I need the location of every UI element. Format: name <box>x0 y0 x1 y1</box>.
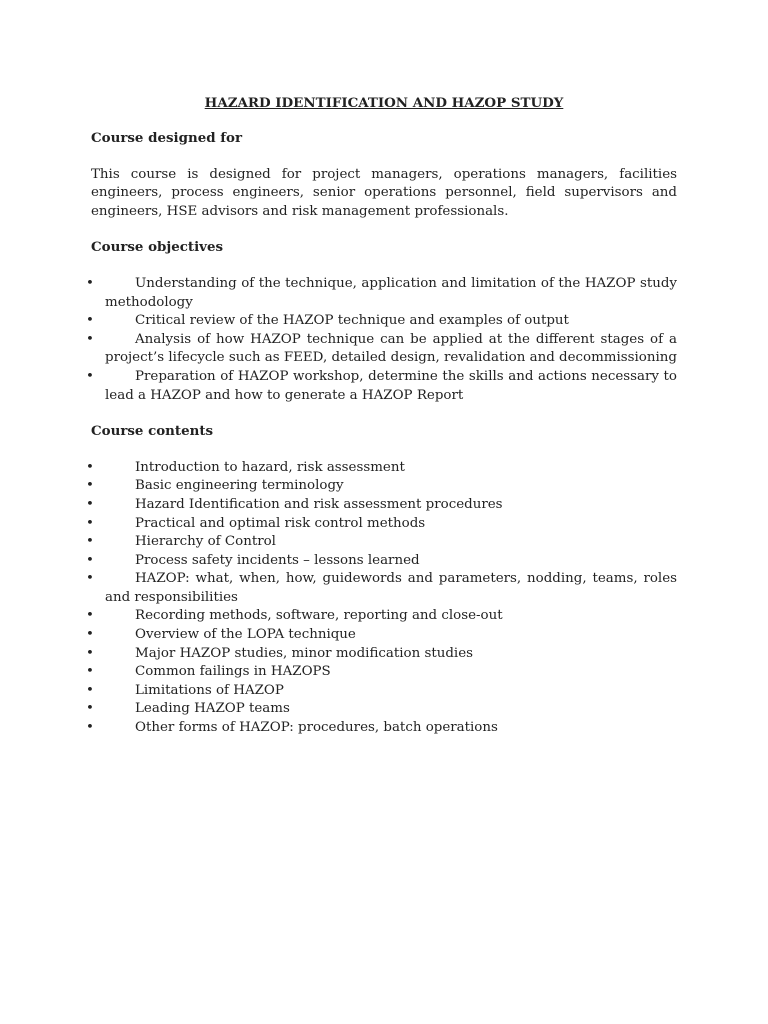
bullet-icon: • <box>86 275 94 291</box>
list-item-text: Major HAZOP studies, minor modification studies <box>135 645 473 661</box>
objectives-list <box>86 275 677 405</box>
list-item-text: Critical review of the HAZOP technique and examples of output <box>135 313 569 329</box>
content-item <box>86 552 677 571</box>
objective-item <box>86 368 677 405</box>
list-item-text: Preparation of HAZOP workshop, determine the skills and actions necessary to lead a HAZOP and how to generate a HAZOP Report <box>105 368 677 403</box>
list-item-text: Introduction to hazard, risk assessment <box>135 459 405 475</box>
contents-list <box>86 459 677 738</box>
bullet-icon: • <box>86 368 94 384</box>
objective-item <box>86 331 677 368</box>
content-item <box>86 496 677 515</box>
content-item <box>86 682 677 701</box>
bullet-icon: • <box>86 313 94 329</box>
content-item <box>86 626 677 645</box>
content-item <box>86 459 677 478</box>
bullet-icon: • <box>86 515 94 531</box>
list-item-text: Limitations of HAZOP <box>135 682 284 698</box>
list-item-text: Practical and optimal risk control methods <box>135 515 426 531</box>
section-heading-objectives: Course objectives <box>91 239 224 256</box>
content-item <box>86 515 677 534</box>
document-body <box>86 94 677 738</box>
bullet-icon: • <box>86 534 94 550</box>
content-item <box>86 533 677 552</box>
content-item <box>86 607 677 626</box>
list-item-text: Other forms of HAZOP: procedures, batch operations <box>135 720 498 736</box>
list-item-text: Leading HAZOP teams <box>135 701 290 717</box>
objective-item <box>86 312 677 331</box>
content-item <box>86 477 677 496</box>
list-item-text: Understanding of the technique, application and limitation of the HAZOP study methodology <box>105 275 677 310</box>
list-item-text: Recording methods, software, reporting and close-out <box>135 608 503 624</box>
list-item-text: Hierarchy of Control <box>135 534 276 550</box>
document-title: HAZARD IDENTIFICATION AND HAZOP STUDY <box>204 95 564 111</box>
list-item-text: Common failings in HAZOPS <box>135 664 331 680</box>
bullet-icon: • <box>86 459 94 475</box>
bullet-icon: • <box>86 701 94 717</box>
content-item <box>86 719 677 738</box>
content-item <box>86 645 677 664</box>
bullet-icon: • <box>86 571 94 587</box>
content-item <box>86 700 677 719</box>
list-item-text: Basic engineering terminology <box>135 478 344 494</box>
list-item-text: Process safety incidents – lessons learned <box>135 552 420 568</box>
bullet-icon: • <box>86 331 94 347</box>
bullet-icon: • <box>86 627 94 643</box>
objective-item <box>86 275 677 312</box>
bullet-icon: • <box>86 496 94 512</box>
bullet-icon: • <box>86 682 94 698</box>
list-item-text: Overview of the LOPA technique <box>135 627 356 643</box>
bullet-icon: • <box>86 608 94 624</box>
content-item <box>86 570 677 607</box>
section-heading-contents: Course contents <box>91 423 214 440</box>
bullet-icon: • <box>86 720 94 736</box>
bullet-icon: • <box>86 645 94 661</box>
list-item-text: Analysis of how HAZOP technique can be applied at the different stages of a project’s lifecycle such as FEED, detailed design, revalidation and decommissioning <box>105 331 677 366</box>
list-item-text: HAZOP: what, when, how, guidewords and parameters, nodding, teams, roles and responsibilities <box>105 571 677 605</box>
designed-for-paragraph: This course is designed for project managers, operations managers, facilities engineers, process engineers, senior operations personnel, field supervisors and engineers, HSE advisors and risk management professionals. <box>91 166 677 219</box>
list-item-text: Hazard Identification and risk assessment procedures <box>135 496 503 512</box>
bullet-icon: • <box>86 478 94 494</box>
bullet-icon: • <box>86 552 94 568</box>
section-heading-designed-for: Course designed for <box>91 130 242 146</box>
bullet-icon: • <box>86 664 94 680</box>
content-item <box>86 663 677 682</box>
